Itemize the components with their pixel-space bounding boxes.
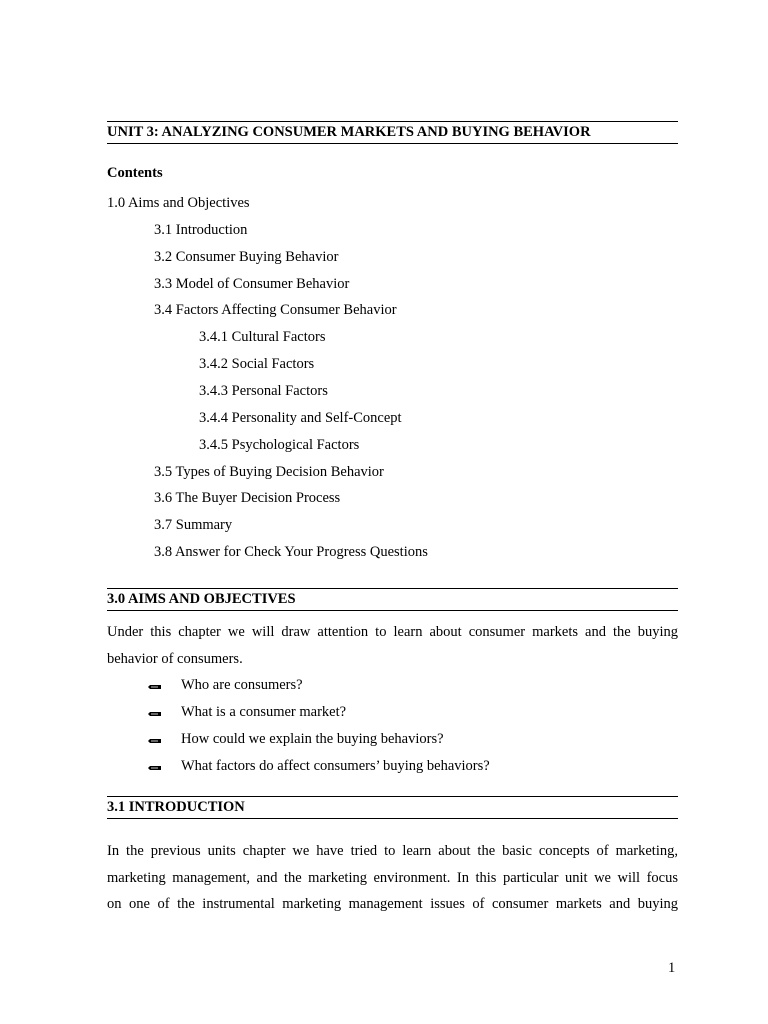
bullet-text: What is a consumer market? (181, 704, 347, 720)
paragraph-line: marketing management, and the marketing environment. In this particular unit we will focus (107, 869, 678, 886)
toc-item: 3.4.5 Psychological Factors (199, 436, 360, 453)
toc-item: 3.4.2 Social Factors (199, 356, 315, 373)
toc-item: 3.6 The Buyer Decision Process (154, 490, 341, 507)
toc-item: 3.3 Model of Consumer Behavior (154, 275, 350, 292)
toc-item: 3.2 Consumer Buying Behavior (154, 248, 339, 265)
paragraph-line: Under this chapter we will draw attention to learn about consumer markets and the buying (107, 624, 678, 640)
toc-item: 1.0 Aims and Objectives (107, 195, 250, 211)
toc-item: 3.4 Factors Affecting Consumer Behavior (154, 302, 397, 319)
aims-top-rule (107, 588, 678, 589)
aims-paragraph (107, 619, 678, 672)
toc-item: 3.5 Types of Buying Decision Behavior (154, 463, 384, 480)
toc-item: 3.4.3 Personal Factors (199, 382, 328, 399)
intro-top-rule (107, 796, 678, 797)
aims-heading: 3.0 AIMS AND OBJECTIVES (107, 591, 296, 607)
unit-title: UNIT 3: ANALYZING CONSUMER MARKETS AND BUYING BEHAVIOR (107, 124, 591, 140)
toc-item: 3.7 Summary (154, 517, 233, 534)
intro-paragraph (107, 838, 678, 918)
paragraph-line: behavior of consumers. (107, 650, 243, 667)
toc-item: 3.4.4 Personality and Self-Concept (199, 409, 402, 426)
pencil-icon (148, 738, 161, 744)
toc-item: 3.4.1 Cultural Factors (199, 329, 326, 346)
bullet-text: What factors do affect consumers’ buying behaviors? (181, 758, 490, 774)
toc-item: 3.8 Answer for Check Your Progress Questions (154, 544, 428, 561)
aims-bottom-rule (107, 610, 678, 611)
bullet-text: Who are consumers? (181, 677, 303, 693)
intro-heading: 3.1 INTRODUCTION (107, 799, 245, 815)
contents-heading: Contents (107, 165, 163, 181)
intro-bottom-rule (107, 818, 678, 819)
page-number: 1 (668, 960, 676, 976)
pencil-icon (148, 684, 161, 690)
pencil-icon (148, 765, 161, 771)
pencil-icon (148, 711, 161, 717)
bullet-text: How could we explain the buying behaviors? (181, 731, 444, 747)
title-bottom-rule (107, 143, 678, 144)
paragraph-line: on one of the instrumental marketing management issues of consumer markets and buying (107, 896, 678, 912)
paragraph-line: In the previous units chapter we have tried to learn about the basic concepts of marketing, (107, 843, 678, 859)
toc-item: 3.1 Introduction (154, 221, 248, 238)
title-top-rule (107, 121, 678, 122)
